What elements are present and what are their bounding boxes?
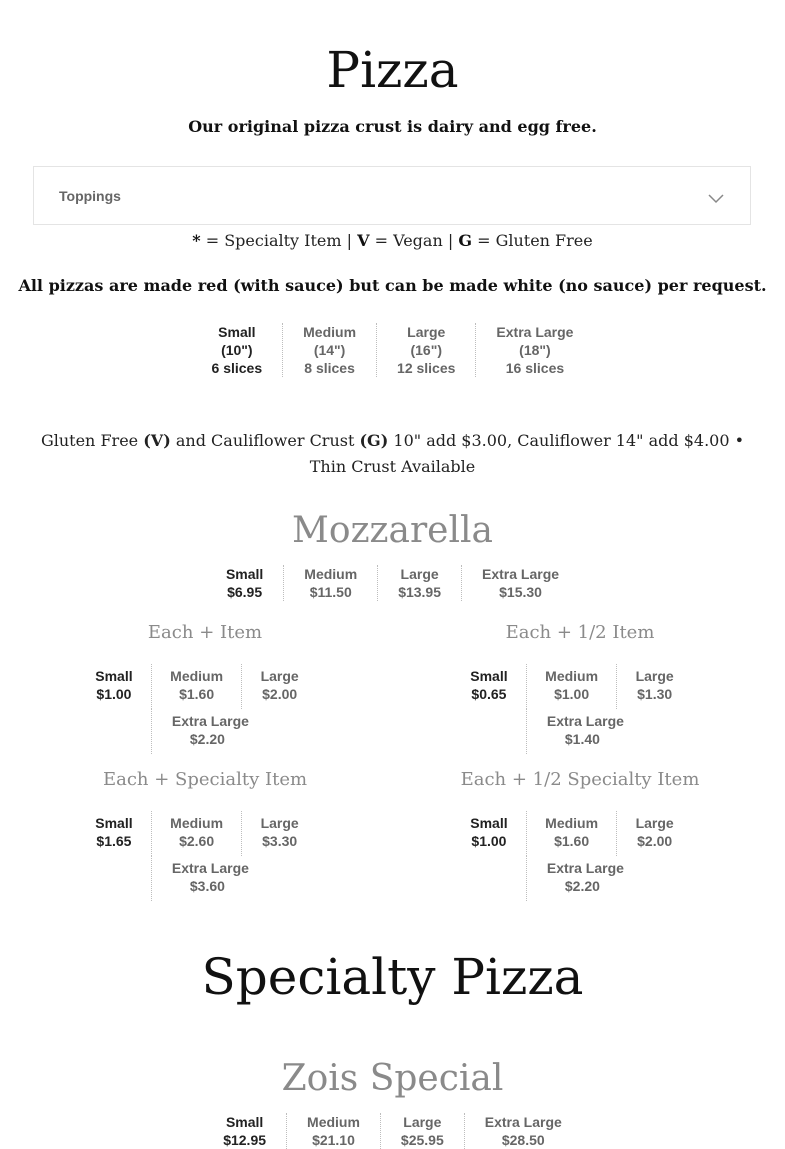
price-value: $1.60 bbox=[554, 833, 590, 849]
grid-spacer bbox=[77, 856, 151, 901]
price-size: Large bbox=[260, 668, 299, 684]
gf-note-text: and Cauliflower Crust bbox=[170, 431, 360, 450]
size-slices: 8 slices bbox=[304, 360, 355, 376]
price-extra-large bbox=[464, 1113, 582, 1149]
price-value: $2.20 bbox=[189, 731, 225, 747]
gf-note-text: 10" add $3.00, Cauliflower 14" add $4.00 • Thin Crust Available bbox=[309, 431, 745, 476]
price-large bbox=[242, 664, 317, 709]
price-value: $1.30 bbox=[637, 686, 673, 702]
price-medium bbox=[283, 565, 377, 601]
price-small bbox=[77, 811, 151, 856]
vegan-key: V bbox=[357, 231, 370, 250]
price-value: $2.20 bbox=[564, 878, 600, 894]
mozzarella-title: Mozzarella bbox=[292, 510, 493, 551]
chevron-down-icon[interactable] bbox=[708, 191, 724, 209]
price-large bbox=[377, 565, 461, 601]
price-size: Small bbox=[95, 815, 133, 831]
gluten-free-text: = Gluten Free bbox=[471, 231, 593, 250]
price-value: $12.95 bbox=[223, 1132, 267, 1148]
size-slices: 6 slices bbox=[211, 360, 263, 376]
price-extra-large bbox=[151, 709, 317, 754]
price-value: $1.60 bbox=[179, 686, 215, 702]
size-inches: (16") bbox=[410, 342, 442, 358]
zois-special-title: Zois Special bbox=[281, 1058, 504, 1099]
price-value: $21.10 bbox=[312, 1132, 355, 1148]
price-value: $2.00 bbox=[262, 686, 298, 702]
price-size: Extra Large bbox=[171, 713, 249, 729]
price-size: Large bbox=[635, 815, 674, 831]
price-size: Extra Large bbox=[546, 713, 624, 729]
price-medium bbox=[151, 664, 242, 709]
page-subtitle: Our original pizza crust is dairy and egg free. bbox=[188, 117, 597, 136]
price-large bbox=[617, 664, 692, 709]
zois-special-prices bbox=[0, 1113, 785, 1149]
toppings-accordion[interactable] bbox=[33, 166, 751, 225]
addon-each-item-title: Each + Item bbox=[147, 622, 263, 643]
price-size: Large bbox=[403, 1114, 442, 1130]
price-extra-large bbox=[151, 856, 317, 901]
grid-spacer bbox=[77, 709, 151, 754]
price-large bbox=[380, 1113, 464, 1149]
size-slices: 16 slices bbox=[505, 360, 565, 376]
price-small bbox=[77, 664, 151, 709]
size-name: Medium bbox=[303, 324, 357, 340]
gf-note-gf-mark: (G) bbox=[359, 431, 389, 450]
grid-spacer bbox=[452, 709, 526, 754]
price-value: $1.00 bbox=[96, 686, 132, 702]
gf-note-vegan-mark: (V) bbox=[143, 431, 171, 450]
price-size: Medium bbox=[545, 668, 599, 684]
size-guide bbox=[0, 323, 785, 377]
price-small bbox=[206, 565, 283, 601]
size-medium bbox=[282, 323, 376, 377]
price-value: $15.30 bbox=[499, 584, 542, 600]
addon-specialty-item-prices bbox=[77, 811, 317, 901]
size-inches: (14") bbox=[313, 342, 346, 358]
price-size: Extra Large bbox=[546, 860, 624, 876]
price-extra-large bbox=[526, 709, 692, 754]
addon-half-item-title: Each + 1/2 Item bbox=[505, 622, 655, 643]
addon-each-item-prices bbox=[77, 664, 317, 754]
price-size: Medium bbox=[170, 668, 224, 684]
price-medium bbox=[286, 1113, 380, 1149]
size-slices: 12 slices bbox=[397, 360, 456, 376]
price-size: Small bbox=[225, 566, 264, 582]
price-extra-large bbox=[461, 565, 579, 601]
price-large bbox=[617, 811, 692, 856]
price-size: Small bbox=[470, 668, 508, 684]
price-size: Medium bbox=[307, 1114, 360, 1130]
size-name: Large bbox=[407, 324, 446, 340]
addon-specialty-item-title: Each + Specialty Item bbox=[102, 769, 308, 790]
page-title: Pizza bbox=[326, 41, 459, 99]
price-size: Medium bbox=[304, 566, 358, 582]
price-size: Large bbox=[400, 566, 439, 582]
size-large bbox=[376, 323, 475, 377]
mozzarella-prices bbox=[0, 565, 785, 601]
size-inches: (10") bbox=[221, 342, 253, 358]
specialty-key: * bbox=[192, 231, 201, 250]
gluten-free-key: G bbox=[458, 231, 472, 250]
price-size: Extra Large bbox=[171, 860, 249, 876]
price-value: $25.95 bbox=[400, 1132, 444, 1148]
price-small bbox=[452, 811, 526, 856]
price-value: $2.60 bbox=[179, 833, 215, 849]
price-size: Extra Large bbox=[484, 1114, 562, 1130]
price-value: $1.65 bbox=[96, 833, 132, 849]
vegan-text: = Vegan | bbox=[369, 231, 459, 250]
price-extra-large bbox=[526, 856, 692, 901]
price-value: $11.50 bbox=[309, 584, 352, 600]
price-size: Small bbox=[95, 668, 133, 684]
price-size: Extra Large bbox=[482, 566, 560, 582]
toppings-accordion-label: Toppings bbox=[59, 188, 121, 204]
price-value: $1.00 bbox=[554, 686, 590, 702]
price-value: $3.60 bbox=[189, 878, 225, 894]
size-name: Small bbox=[218, 324, 256, 340]
specialty-pizza-title: Specialty Pizza bbox=[201, 948, 584, 1006]
price-value: $1.40 bbox=[564, 731, 600, 747]
addon-half-specialty-item-title: Each + 1/2 Specialty Item bbox=[460, 769, 700, 790]
price-medium bbox=[526, 664, 617, 709]
price-size: Small bbox=[470, 815, 508, 831]
specialty-text: = Specialty Item | bbox=[200, 231, 358, 250]
gluten-free-note bbox=[30, 428, 755, 480]
size-extra-large bbox=[475, 323, 593, 377]
sauce-notice: All pizzas are made red (with sauce) but can be made white (no sauce) per request. bbox=[18, 276, 767, 295]
grid-spacer bbox=[452, 856, 526, 901]
price-size: Large bbox=[260, 815, 299, 831]
price-medium bbox=[526, 811, 617, 856]
price-value: $28.50 bbox=[501, 1132, 545, 1148]
price-size: Large bbox=[635, 668, 674, 684]
price-size: Medium bbox=[170, 815, 224, 831]
price-value: $3.30 bbox=[262, 833, 298, 849]
price-medium bbox=[151, 811, 242, 856]
price-small bbox=[452, 664, 526, 709]
size-small bbox=[192, 323, 283, 377]
addon-half-item-prices bbox=[452, 664, 692, 754]
size-name: Extra Large bbox=[496, 324, 574, 340]
price-value: $6.95 bbox=[227, 584, 263, 600]
price-value: $1.00 bbox=[471, 833, 507, 849]
price-value: $13.95 bbox=[398, 584, 442, 600]
size-inches: (18") bbox=[519, 342, 551, 358]
price-large bbox=[242, 811, 317, 856]
price-value: $2.00 bbox=[637, 833, 673, 849]
price-value: $0.65 bbox=[471, 686, 507, 702]
addon-half-specialty-item-prices bbox=[452, 811, 692, 901]
item-legend bbox=[0, 231, 785, 250]
price-small bbox=[203, 1113, 286, 1149]
price-size: Medium bbox=[545, 815, 599, 831]
price-size: Small bbox=[225, 1114, 264, 1130]
gf-note-text: Gluten Free bbox=[40, 431, 144, 450]
